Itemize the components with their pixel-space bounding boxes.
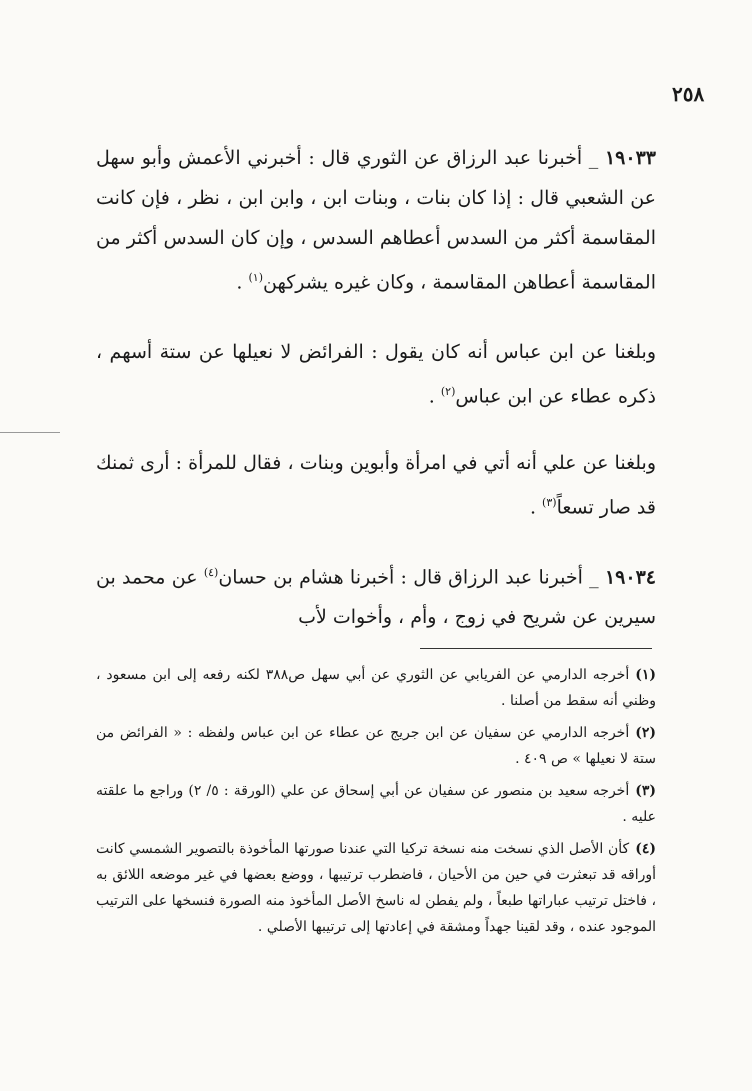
footnote-ref: (٤) (203, 565, 219, 579)
footnote-3 (96, 778, 656, 830)
paragraph-text: _ أخبرنا عبد الرزاق عن الثوري قال : أخبرني الأعمش وأبو سهل عن الشعبي قال : إذا كان بنات ، وبنات ابن ، وابن ابن ، نظر ، فإن كانت المقاسمة أكثر من السدس أعطاهم السدس ، وإن كان السدس أكثر من المقاسمة أعطاهن المقاسمة ، وكان غيره يشركهن (96, 147, 656, 294)
footnote-2 (96, 720, 656, 772)
paragraph-text: وبلغنا عن علي أنه أتي في امرأة وأبوين وبنات ، فقال للمرأة : أرى ثمنك قد صار تسعاً (96, 451, 656, 518)
footnote-4 (96, 836, 656, 940)
footnote-divider (420, 648, 652, 649)
footnotes (96, 662, 656, 946)
footnote-ref: (١) (248, 271, 263, 284)
main-text (96, 138, 656, 637)
footnote-number: (٤) (635, 841, 656, 857)
paragraph-tail: . (236, 271, 249, 294)
footnote-number: (٣) (635, 783, 656, 799)
paragraph-text: وبلغنا عن ابن عباس أنه كان يقول : الفرائض لا نعيلها عن ستة أسهم ، ذكره عطاء عن ابن عباس (96, 341, 656, 408)
footnote-text: أخرجه الدارمي عن سفيان عن ابن جريج عن عطاء عن ابن عباس ولفظه : « الفرائض من ستة لا نعيلها » ص ٤٠٩ . (96, 725, 656, 767)
paragraph-19034 (96, 553, 656, 637)
page-number: ٢٥٨ (672, 82, 705, 106)
margin-pencil-mark (0, 432, 60, 433)
paragraph-tail: . (529, 495, 543, 518)
footnote-number: (٢) (635, 725, 656, 741)
footnote-1 (96, 662, 656, 714)
footnote-text: أخرجه الدارمي عن الفريابي عن الثوري عن أبي سهل ص٣٨٨ لكنه رفعه إلى ابن مسعود ، وظني أنه سقط من أصلنا . (96, 667, 656, 709)
footnote-ref: (٣) (542, 495, 557, 509)
paragraph-ibn-abbas (96, 332, 656, 416)
paragraph-text: _ أخبرنا عبد الرزاق قال : أخبرنا هشام بن حسان (218, 566, 605, 589)
hadith-number: ١٩٠٣٤ (604, 566, 656, 589)
paragraph-tail: . (428, 385, 441, 408)
paragraph-tail: عن محمد بن سيرين عن شريح في زوج ، وأم ، وأخوات لأب (96, 566, 656, 629)
footnote-text: كأن الأصل الذي نسخت منه نسخة تركيا التي عندنا صورتها المأخوذة بالتصوير الشمسي كانت أوراقه قد تبعثرت في حين من الأحيان ، فاضطرب ترتيبها ، ووضع بعضها في غير موضعه اللائق به ، فاختل ترتيب عباراتها طبعاً ، ولم يفطن له ناسخ الأصل المأخوذ منه الصورة فنسخها على الترتيب الموجود عنده ، وقد لقينا جهداً ومشقة في إعادتها إلى ترتيبها الأصلي . (96, 841, 656, 935)
footnote-ref: (٢) (440, 385, 456, 399)
paragraph-ali (96, 443, 656, 527)
footnote-text: أخرجه سعيد بن منصور عن سفيان عن أبي إسحاق عن علي (الورقة : ٥/ ٢) وراجع ما علقته عليه . (96, 783, 656, 825)
hadith-number: ١٩٠٣٣ (604, 147, 656, 169)
paragraph-19033 (96, 138, 656, 302)
footnote-number: (١) (635, 667, 656, 683)
